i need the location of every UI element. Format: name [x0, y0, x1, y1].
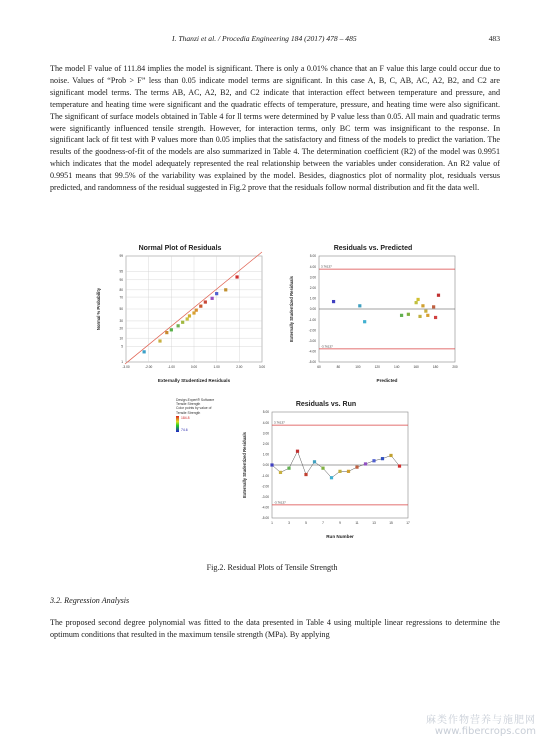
- y-tick-label: 5: [121, 344, 123, 349]
- y-axis-label: Externally Studentized Residuals: [289, 276, 294, 342]
- y-tick-label: 70: [119, 295, 123, 300]
- y-tick-label: 50: [119, 307, 123, 312]
- x-tick-label: 13: [372, 521, 376, 525]
- x-tick-label: 3.00: [258, 365, 266, 369]
- data-point: [424, 310, 427, 313]
- x-tick-label: 60: [317, 365, 321, 369]
- data-point: [181, 321, 184, 324]
- y-tick-label: -4.00: [261, 505, 269, 510]
- x-tick-label: 17: [406, 521, 410, 525]
- data-point: [224, 288, 227, 291]
- normal-plot-svg: [90, 242, 270, 392]
- residuals-vs-predicted-chart: [283, 242, 463, 392]
- y-tick-label: -1.00: [308, 317, 316, 322]
- upper-limit-label: 3.76137: [274, 420, 285, 425]
- x-tick-label: -1.00: [167, 365, 175, 369]
- x-tick-label: 160: [413, 365, 419, 369]
- x-tick-label: -3.00: [122, 365, 130, 369]
- data-point: [432, 305, 435, 308]
- y-tick-label: 2.00: [262, 442, 269, 446]
- legend-color-response: Tensile Strength: [176, 410, 201, 415]
- y-tick-label: 1: [121, 360, 123, 365]
- x-tick-label: 200: [452, 365, 458, 369]
- data-point: [215, 292, 218, 295]
- data-point: [415, 301, 418, 304]
- data-point: [199, 305, 202, 308]
- x-tick-label: 0.00: [190, 365, 198, 369]
- y-tick-label: 10: [119, 336, 123, 341]
- data-point: [170, 328, 173, 331]
- data-point: [287, 467, 290, 470]
- data-point: [421, 304, 424, 307]
- x-tick-label: 80: [336, 365, 341, 369]
- data-point: [195, 309, 198, 312]
- legend-software: Design-Expert® Software: [176, 398, 215, 402]
- data-point: [186, 317, 189, 320]
- x-tick-label: 1: [271, 521, 273, 525]
- y-tick-label: 4.00: [262, 420, 269, 425]
- lower-limit-label: -3.76137: [274, 500, 286, 505]
- y-tick-label: 3.00: [309, 275, 316, 280]
- section-heading: 3.2. Regression Analysis: [50, 596, 130, 605]
- data-point: [347, 470, 350, 473]
- data-point: [398, 464, 401, 467]
- data-point: [304, 473, 307, 476]
- data-point: [279, 471, 282, 474]
- watermark-cn: 麻类作物营养与施肥网: [426, 715, 536, 726]
- y-tick-label: 4.00: [309, 264, 316, 269]
- data-point: [389, 454, 392, 457]
- data-point: [177, 324, 180, 327]
- page-header: [50, 34, 500, 46]
- legend-low-value: 74.6: [181, 428, 188, 432]
- data-point: [332, 300, 335, 303]
- data-point: [372, 459, 375, 462]
- x-axis-label: Predicted: [376, 378, 398, 383]
- y-tick-label: -3.00: [308, 339, 316, 343]
- data-point: [400, 314, 403, 317]
- normal-plot-chart: [90, 242, 270, 392]
- x-axis-label: Externally Studentized Residuals: [157, 378, 231, 383]
- data-point: [416, 298, 419, 301]
- y-tick-label: -5.00: [308, 360, 316, 365]
- data-point: [313, 460, 316, 463]
- y-tick-label: 5.00: [262, 410, 269, 415]
- upper-limit-label: 3.76137: [321, 264, 332, 269]
- data-point: [192, 311, 195, 314]
- data-point: [426, 314, 429, 317]
- x-tick-label: 1.00: [213, 365, 220, 369]
- data-point: [270, 463, 273, 466]
- data-point: [381, 457, 384, 460]
- data-point: [330, 476, 333, 479]
- y-tick-label: 95: [119, 269, 123, 274]
- residuals-vs-run-svg: [236, 398, 416, 548]
- data-point: [204, 300, 207, 303]
- legend-high-value: 184.8: [181, 416, 190, 420]
- data-point: [363, 320, 366, 323]
- y-tick-label: 30: [119, 319, 123, 324]
- data-point: [158, 339, 161, 342]
- y-tick-label: 90: [119, 278, 123, 283]
- chart-title: Residuals vs. Run: [295, 401, 357, 408]
- y-tick-label: 80: [119, 288, 123, 293]
- y-tick-label: 3.00: [262, 431, 269, 436]
- y-tick-label: -2.00: [308, 328, 316, 333]
- y-axis-label: Normal % Probability: [96, 287, 101, 331]
- data-point: [338, 470, 341, 473]
- y-tick-label: -3.00: [261, 495, 269, 499]
- data-point: [235, 275, 238, 278]
- data-point: [418, 315, 421, 318]
- x-tick-label: 11: [355, 521, 359, 525]
- lower-limit-label: -3.76137: [321, 344, 333, 349]
- legend-color-scale: [176, 416, 179, 432]
- x-axis-label: Run Number: [326, 534, 354, 539]
- page-number: 483: [488, 34, 500, 43]
- data-point: [358, 304, 361, 307]
- data-point: [165, 331, 168, 334]
- y-tick-label: 1.00: [309, 296, 316, 301]
- y-tick-label: -4.00: [308, 349, 316, 354]
- data-point: [364, 462, 367, 465]
- y-tick-label: 99: [119, 254, 123, 259]
- legend-color-note: Color points by value of: [176, 406, 212, 411]
- data-point: [437, 294, 440, 297]
- data-point: [296, 450, 299, 453]
- figure-caption: Fig.2. Residual Plots of Tensile Strength: [206, 563, 338, 572]
- y-tick-label: 5.00: [309, 254, 316, 259]
- legend-response: Tensile Strength: [176, 402, 201, 407]
- x-tick-label: 100: [355, 365, 361, 369]
- y-tick-label: -5.00: [261, 516, 269, 521]
- y-tick-label: 2.00: [309, 286, 316, 290]
- paragraph-anova: The model F value of 111.84 implies the model is significant. There is only a 0.01% chance that an F value this large could occur due to noise. Values of “Prob > F” less than 0.05 indicate model terms are significant. In this case A, B, C, AB, AC, A2, B2, and C2 are significant model terms. The terms AB, AC, A2, B2, and C2 indicate that interaction effect between temperature and pressure, and temperature and heating time were significant and the quadratic effects of temperature, pressure, and heating time were also significant. The significant of surface models obtained in Table 4 for ll terms were determined by P value less than 0.05. All main and quadratic terms were significantly influenced tensile strength. However, for interaction terms, only BC term was insignificant to the response. In significant lack of fit test with P values more than 0.05 implies that the satisfactory and fitness of the models to predict the variation. The results of the goodness-of-fit of the models are also summarized in Table 4. The determination coefficient (R2) of the model was 0.9951 which indicates that the model adequately represented the real relationship between the variables under consideration. An R2 value of 0.9951 means that 99.5% of the variability was explained by the model. Besides, diagnostics plot of normality plot, residuals versus predicted, and randomness of the residual suggested in Fig.2 prove that the residuals follow normal distribution and fit the data well.: [50, 64, 500, 193]
- chart-title: Residuals vs. Predicted: [333, 245, 413, 252]
- residuals-vs-run-chart: [236, 398, 416, 548]
- y-tick-label: 0.00: [309, 307, 316, 312]
- journal-citation: I. Thanzi et al. / Procedia Engineering 184 (2017) 478 – 485: [172, 34, 357, 43]
- x-tick-label: 9: [339, 521, 341, 525]
- data-point: [434, 316, 437, 319]
- residuals-vs-predicted-svg: [283, 242, 463, 392]
- design-expert-legend: [176, 398, 246, 446]
- y-tick-label: 20: [119, 326, 123, 331]
- data-point: [321, 467, 324, 470]
- x-tick-label: 140: [394, 365, 400, 369]
- y-tick-label: 0.00: [262, 463, 269, 468]
- watermark-url: www.fibercrops.com: [434, 726, 536, 737]
- data-point: [211, 297, 214, 300]
- x-tick-label: 2.00: [236, 365, 243, 369]
- data-point: [355, 466, 358, 469]
- x-tick-label: -2.00: [145, 365, 153, 369]
- y-tick-label: 1.00: [262, 452, 269, 457]
- data-point: [188, 314, 191, 317]
- x-tick-label: 15: [389, 521, 393, 525]
- y-tick-label: -1.00: [261, 473, 269, 478]
- x-tick-label: 120: [374, 365, 380, 369]
- x-tick-label: 7: [322, 521, 324, 525]
- site-watermark: [426, 711, 536, 737]
- chart-title: Normal Plot of Residuals: [138, 245, 222, 252]
- data-point: [143, 350, 146, 353]
- x-tick-label: 180: [432, 365, 439, 369]
- y-axis-label: Externally Studentized Residuals: [242, 432, 247, 498]
- paragraph-regression: The proposed second degree polynomial was fitted to the data presented in Table 4 using multiple linear regressions to determine the optimum conditions that resulted in the maximum tensile strength (MPa). By applying: [50, 618, 500, 639]
- y-tick-label: -2.00: [261, 484, 269, 489]
- x-tick-label: 5: [305, 521, 307, 525]
- data-point: [407, 313, 410, 316]
- x-tick-label: 3: [288, 521, 290, 525]
